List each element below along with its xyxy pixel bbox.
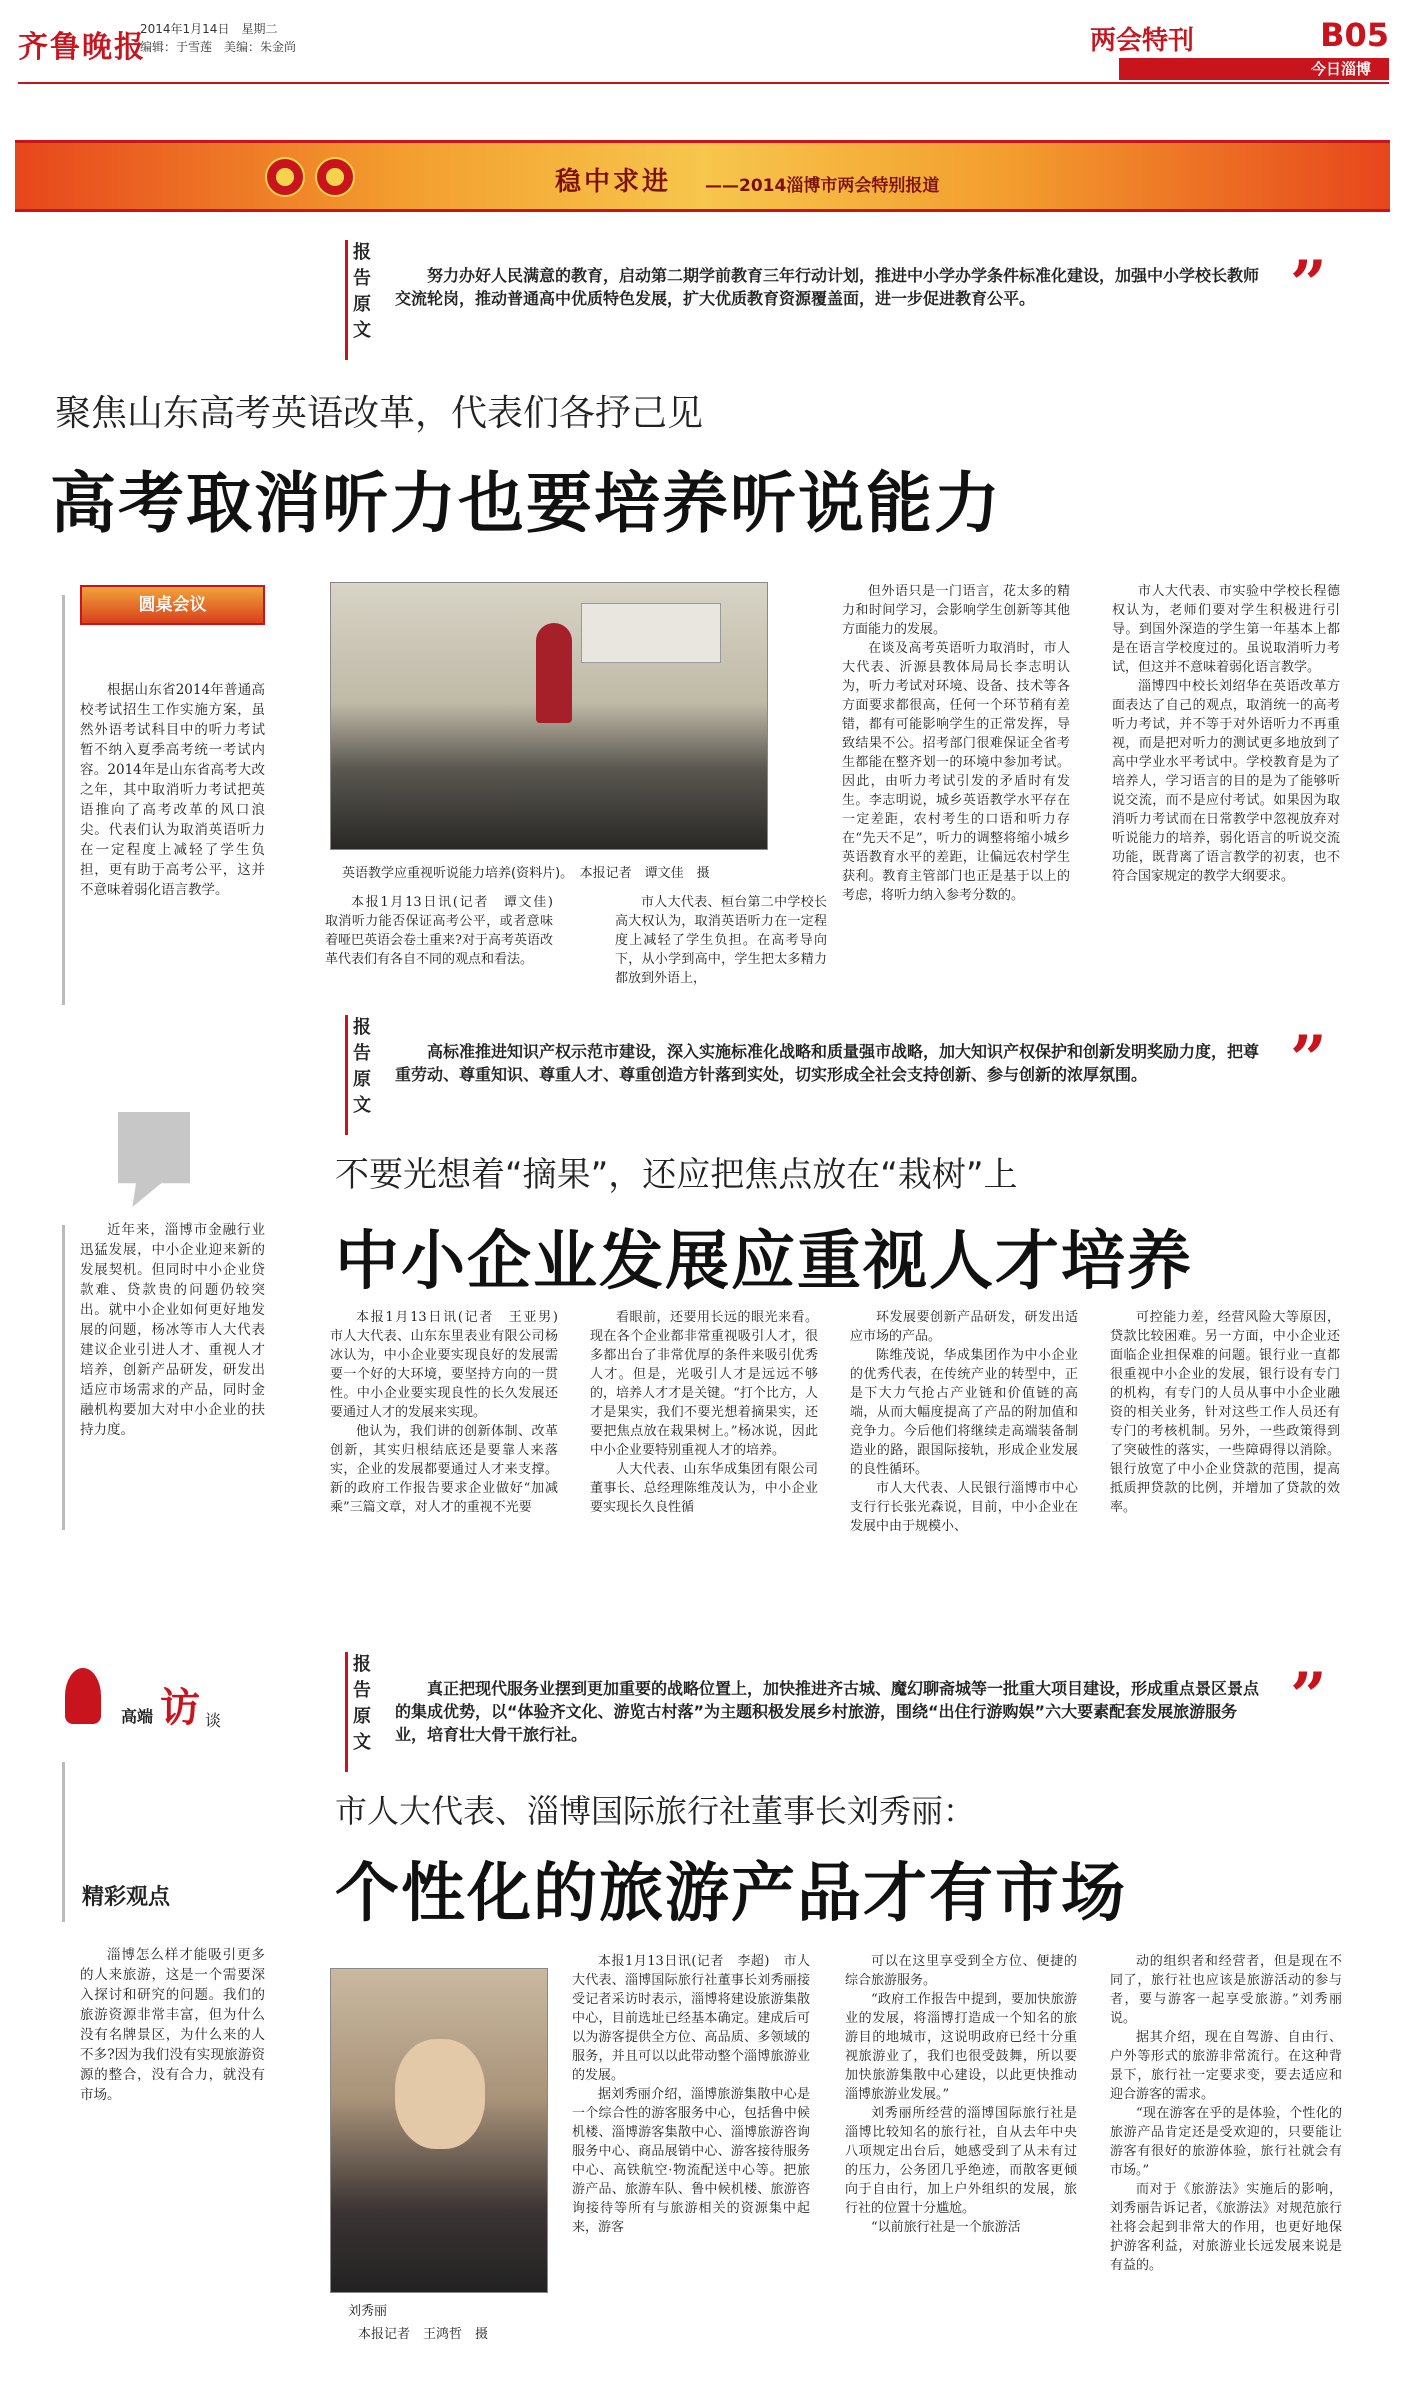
article2-col1 [330,1308,572,1583]
paragraph: 可控能力差，经营风险大等原因，贷款比较困难。另一方面，中小企业还面临企业担保难的问题。银行业一直都很重视中小企业的发展，银行设有专门的机构，有专门的人员从事中小企业融资的相关业务，针对这些工作人员还有专门的考核机制。另外，一些政策得到了突破性的落实，一些障碍得以消除。银行放宽了中小企业贷款的范围，提高抵质押贷款的比例，并增加了贷款的效率。 [1110,1310,1340,1515]
article1-col2 [615,893,827,1003]
paragraph: “以前旅行社是一个旅游活 [871,2220,1021,2235]
date-line: 2014年1月14日 星期二 [140,22,278,36]
report-label: 报告原文 [345,1015,373,1135]
article2-col2 [590,1308,818,1583]
cppcc-emblem-icon [315,157,355,197]
article1-col4 [1112,582,1340,1004]
quote-mark-icon: ” [1290,1022,1327,1097]
article1-subhead: 聚焦山东高考英语改革，代表们各抒己见 [55,393,704,434]
article2-subhead: 不要光想着“摘果”，还应把焦点放在“栽树”上 [335,1155,1018,1195]
article2-sidebar: 近年来，淄博市金融行业迅猛发展，中小企业迎来新的发展契机。但同时中小企业贷款难、贷款贵的问题仍较突出。就中小企业如何更好地发展的问题，杨冰等市人大代表建议企业引进人才、重视人才培养，创新产品研发，研发出适应市场需求的产品，同时金融机构要加大对中小企业的扶持力度。 [80,1222,265,1438]
interview-tag-main: 访 [160,1685,200,1731]
editor-line: 编辑：于雪莲 美编：朱金尚 [140,40,297,54]
section-title: 两会特刊 [1089,26,1194,56]
quote-mark-icon: ” [1290,1659,1327,1734]
roundtable-tag: 圆桌会议 [80,585,265,625]
paragraph: 市人大代表、人民银行淄博市中心支行行长张光森说，目前，中小企业在发展中由于规模小、 [850,1481,1078,1534]
article3-subhead: 市人大代表、淄博国际旅行社董事长刘秀丽： [335,1792,976,1830]
article3-sidebar: 淄博怎么样才能吸引更多的人来旅游，这是一个需要深入探讨和研究的问题。我们的旅游资源非常丰富，但为什么没有名牌景区，为什么来的人不多?因为我们没有实现旅游资源的整合，没有合力，就没有市场。 [80,1947,265,2103]
interview-tag-prefix: 高端 [121,1707,154,1726]
blackboard [581,603,721,663]
teacher-figure [536,623,572,723]
article2-col3 [850,1308,1078,1583]
paragraph: 据刘秀丽介绍，淄博旅游集散中心是一个综合性的游客服务中心，包括鲁中候机楼、淄博游客集散中心、淄博旅游咨询服务中心、商品展销中心、游客接待服务中心、高铁航空·物流配送中心等。把旅游产品、旅游车队、鲁中候机楼、旅游咨询接待等所有与旅游相关的资源集中起来，游客 [572,2087,810,2235]
sidebar-rule [62,595,65,1005]
paragraph: 看眼前，还要用长远的眼光来看。现在各个企业都非常重视吸引人才，很多都出台了非常优厚的条件来吸引优秀人才。但是，光吸引人才是远远不够的，培养人才才是关键。“打个比方，人才是果实，我们不要光想着摘果实，还要把焦点放在栽果树上。”杨冰说，因此中小企业要特别重视人才的培养。 [590,1310,818,1458]
article3-col1 [572,1952,810,2357]
face [395,2039,485,2149]
paragraph: 本报1月13日讯(记者 李超) 市人大代表、淄博国际旅行社董事长刘秀丽接受记者采访时表示，淄博将建设旅游集散中心，目前选址已经基本确定。建成后可以为游客提供全方位、高品质、多领域的服务，并且可以以此带动整个淄博旅游业的发展。 [572,1954,810,2083]
paragraph: 人大代表、山东华成集团有限公司董事长、总经理陈维茂认为，中小企业要实现长久良性循 [590,1462,818,1515]
paragraph: 市人大代表、市实验中学校长程德权认为，老师们要对学生积极进行引导。到国外深造的学生第一年基本上都是在语言学校度过的。虽说取消听力考试，但这并不意味着弱化语言教学。 [1112,584,1340,675]
quote-mark-icon: ” [1290,247,1327,322]
report-quote-tourism: 真正把现代服务业摆到更加重要的战略位置上，加快推进齐古城、魔幻聊斋城等一批重大项目建设，形成重点景区景点的集成优势，以“体验齐文化、游览古村落”为主题积极发展乡村旅游，围绕“出住行游购娱”六大要素配套发展旅游服务业，培育壮大骨干旅行社。 [395,1679,1260,1744]
article3-headline: 个性化的旅游产品才有市场 [335,1857,1127,1931]
paragraph: 刘秀丽所经营的淄博国际旅行社是淄博比较知名的旅行社，自从去年中央八项规定出台后，她感受到了从未有过的压力，公务团几乎绝迹，而散客更倾向于自由行，加上户外组织的发展，旅行社的位置十分尴尬。 [845,2106,1077,2216]
paragraph: 本报1月13日讯(记者 王亚男) 市人大代表、山东东里表业有限公司杨冰认为，中小企业要实现良好的发展需要一个好的大环境，要坚持方向的一贯性。中小企业要实现良性的长久发展还要通过人才的发展来实现。 [330,1310,572,1420]
paragraph: 可以在这里享受到全方位、便捷的综合旅游服务。 [845,1954,1077,1988]
interview-tag [65,1668,265,1748]
paragraph: 陈维茂说，华成集团作为中小企业的优秀代表，在传统产业的转型中，正是下大力气抢占产业链和价值链的高端，从而大幅度提高了产品的附加值和竞争力。今后他们将继续走高端装备制造业的路，跟国际接轨，形成企业发展的良性循环。 [850,1348,1078,1477]
paragraph: 淄博四中校长刘绍华在英语改革方面表达了自己的观点，取消统一的高考听力考试，并不等于对外语听力不再重视，而是把对听力的测试更多地放到了高中学业水平考试中。学校教育是为了培养人，学习语言的目的是为了能够听说交流，而不是应付考试。如果因为取消听力考试而在日常教学中忽视放弃对听说能力的培养，弱化语言的听说交流功能，既背离了语言教学的初衷，也不符合国家规定的教学大纲要求。 [1112,679,1340,884]
classroom-photo [330,582,768,850]
report-label: 报告原文 [345,1652,373,1772]
paragraph: 本报1月13日讯(记者 谭文佳) 取消听力能否保证高考公平，或者意味着哑巴英语会卷土重来?对于高考英语改革代表们有各自不同的观点和看法。 [325,895,567,967]
article1-photo-caption: 英语教学应重视听说能力培养(资料片)。 本报记者 谭文佳 摄 [342,866,710,881]
paragraph: 而对于《旅游法》实施后的影响，刘秀丽告诉记者，《旅游法》对规范旅行社将会起到非常大的作用，也更好地保护游客利益，对旅游业长远发展来说是有益的。 [1110,2182,1342,2273]
paragraph: “现在游客在乎的是体验，个性化的旅游产品肯定还是受欢迎的，只要能让游客有很好的旅游体验，旅行社就会有市场。” [1110,2106,1342,2178]
portrait-name: 刘秀丽 [348,2304,388,2319]
article3-col2 [845,1952,1077,2357]
banner-subtitle: ——2014淄博市两会特别报道 [705,176,940,196]
report-quote-innovation: 高标准推进知识产权示范市建设，深入实施标准化战略和质量强市战略，加大知识产权保护和创新发明奖励力度，把尊重劳动、尊重知识、尊重人才、尊重创造方针落到实处，切实形成全社会支持创新、参与创新的浓厚氛围。 [395,1042,1260,1084]
banner-main-title: 稳中求进 [555,167,672,197]
paragraph: 环发展要创新产品研发，研发出适应市场的产品。 [850,1310,1078,1344]
paragraph: 据其介绍，现在自驾游、自由行、户外等形式的旅游非常流行。在这种背景下，旅行社一定要求变，要去适应和迎合游客的需求。 [1110,2030,1342,2102]
speech-bubble-icon [118,1112,190,1207]
conference-banner [15,140,1390,212]
sidebar-rule [62,1762,65,1922]
article3-side-title: 精彩观点 [82,1885,171,1910]
article1-headline: 高考取消听力也要培养听说能力 [50,465,1002,542]
interview-tag-suffix: 谈 [205,1711,222,1730]
paragraph: 他认为，我们讲的创新体制、改革创新，其实归根结底还是要靠人来落实，企业的发展都要通过人才来支撑。新的政府工作报告要求企业做好“加减乘”三篇文章，对人才的重视不光要 [330,1424,558,1515]
sidebar-rule [62,1225,65,1530]
article2-headline: 中小企业发展应重视人才培养 [335,1225,1193,1299]
article2-col4 [1110,1308,1340,1583]
portrait-photo [330,1968,548,2293]
page-number: B05 [1320,16,1389,54]
portrait-credit: 本报记者 王鸿哲 摄 [358,2327,489,2342]
top-rule [18,82,1389,84]
paragraph: 市人大代表、桓台第二中学校长高大权认为，取消英语听力在一定程度上减轻了学生负担。在高考导向下，从小学到高中，学生把太多精力都放到外语上， [615,895,827,986]
paragraph: 但外语只是一门语言，花太多的精力和时间学习，会影响学生创新等其他方面能力的发展。 [842,584,1070,637]
article3-col3 [1110,1952,1342,2357]
edition-band: 今日淄博 [1119,58,1389,80]
paragraph: 在谈及高考英语听力取消时，市人大代表、沂源县教体局局长李志明认为，听力考试对环境、设备、技术等各方面要求都很高，任何一个环节稍有差错，都有可能影响学生的正常发挥，导致结果不公。招考部门很难保证全省考生都能在整齐划一的环境中参加考试。因此，由听力考试引发的矛盾时有发生。李志明说，城乡英语教学水平存在一定差距，农村考生的口语和听力存在“先天不足”，听力的调整将缩小城乡英语教育水平的差距，让偏远农村学生获利。教育主管部门也正是基于以上的考虑，将听力纳入参考分数的。 [842,641,1070,903]
report-label: 报告原文 [345,240,373,360]
paragraph: “政府工作报告中提到，要加快旅游业的发展，将淄博打造成一个知名的旅游目的地城市，这说明政府已经十分重视旅游业了，我们也很受鼓舞，所以要加快旅游集散中心建设，以此更快推动淄博旅游业发展。” [845,1992,1077,2102]
newspaper-brand: 齐鲁晚报 [18,30,146,65]
microphone-icon [65,1668,101,1724]
article1-sidebar: 根据山东省2014年普通高校考试招生工作实施方案，虽然外语考试科目中的听力考试暂不纳入夏季高考统一考试内容。2014年是山东省高考大改之年，其中取消听力考试把英语推向了高考改革的风口浪尖。代表们认为取消英语听力在一定程度上减轻了学生负担，更有助于高考公平，这并不意味着弱化语言教学。 [80,682,265,898]
article1-col3 [842,582,1070,1004]
article1-col1 [325,893,567,1003]
paragraph: 动的组织者和经营者，但是现在不同了，旅行社也应该是旅游活动的参与者，要与游客一起享受旅游。”刘秀丽说。 [1110,1954,1342,2026]
national-emblem-icon [265,157,305,197]
report-quote-education: 努力办好人民满意的教育，启动第二期学前教育三年行动计划，推进中小学办学条件标准化建设，加强中小学校长教师交流轮岗，推动普通高中优质特色发展，扩大优质教育资源覆盖面，进一步促进教育公平。 [395,266,1260,308]
